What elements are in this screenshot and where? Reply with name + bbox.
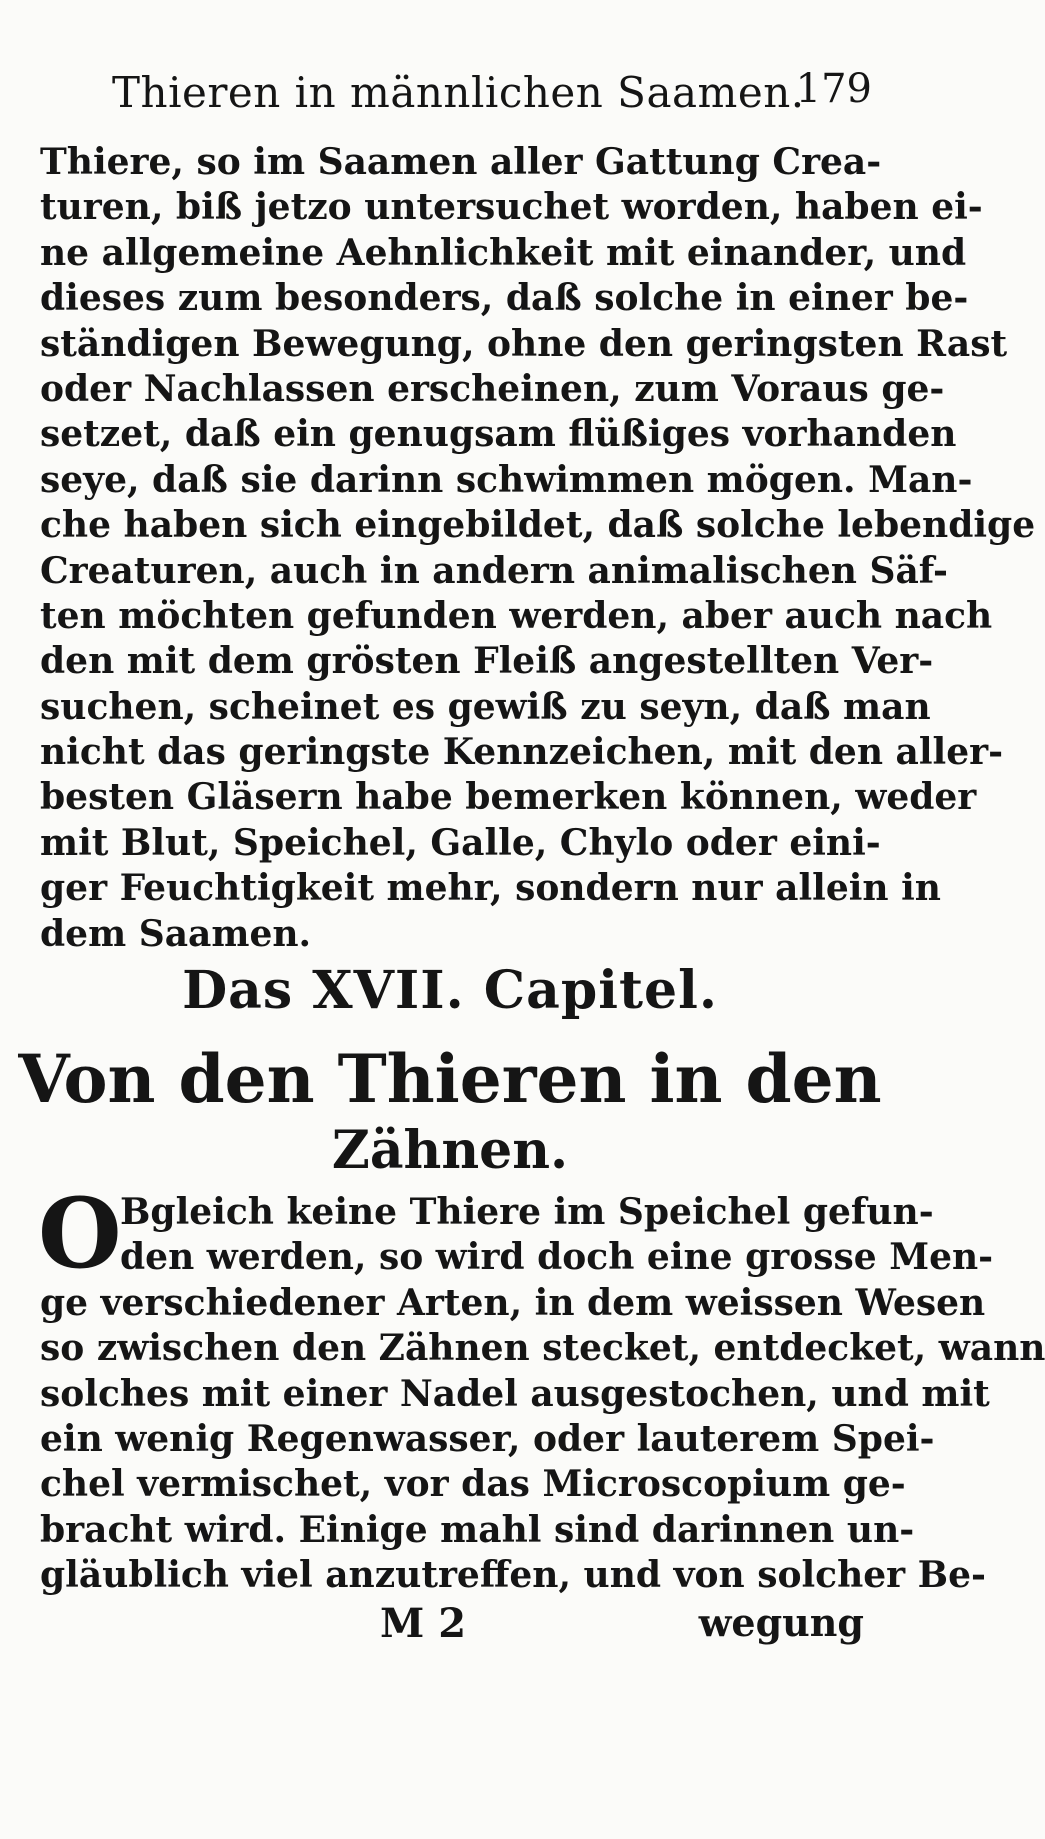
paragraph-1 xyxy=(40,140,1036,957)
text-line: nicht das geringste Kennzeichen, mit den aller- xyxy=(40,731,1004,774)
text-line: besten Gläsern habe bemerken können, weder xyxy=(40,776,977,819)
text-line: dem Saamen. xyxy=(40,912,312,955)
chapter-title-line-2: Zähnen. xyxy=(331,1120,569,1181)
text-line: suchen, scheinet es gewiß zu seyn, daß man xyxy=(40,685,931,728)
text-line: Bgleich keine Thiere im Speichel gefun- xyxy=(120,1191,934,1233)
text-line: den werden, so wird doch eine grosse Men- xyxy=(120,1236,994,1279)
text-line: ten möchten gefunden werden, aber auch nach xyxy=(40,594,993,637)
text-line: so zwischen den Zähnen stecket, entdecket, wann xyxy=(40,1327,1045,1370)
text-line: Thiere, so im Saamen aller Gattung Crea- xyxy=(40,141,882,183)
text-line: ger Feuchtigkeit mehr, sondern nur allein in xyxy=(40,867,941,910)
paragraph-2 xyxy=(38,1177,1045,1599)
text-line: gläublich viel anzutreffen, und von solcher Be- xyxy=(40,1554,986,1597)
text-line: dieses zum besonders, daß solche in einer be- xyxy=(40,277,969,320)
chapter-title-line-1: Von den Thieren in den xyxy=(18,1040,882,1118)
text-line: ständigen Bewegung, ohne den geringsten Rast xyxy=(40,322,1008,365)
text-line: den mit dem grösten Fleiß angestellten Ver- xyxy=(40,640,934,683)
text-line: setzet, daß ein genugsam flüßiges vorhanden xyxy=(40,413,957,456)
signature-mark: M 2 xyxy=(380,1600,467,1647)
page-number: 179 xyxy=(795,66,872,112)
page-header xyxy=(112,64,872,124)
text-line: Creaturen, auch in andern animalischen Säf- xyxy=(40,549,948,592)
text-line: bracht wird. Einige mahl sind darinnen un- xyxy=(40,1508,915,1551)
catchword: wegung xyxy=(698,1600,864,1645)
text-line: ne allgemeine Aehnlichkeit mit einander, und xyxy=(40,231,967,274)
running-head: Thieren in männlichen Saamen. xyxy=(112,68,805,117)
text-line: turen, biß jetzo untersuchet worden, haben ei- xyxy=(40,186,983,229)
text-line: ge verschiedener Arten, in dem weissen Wesen xyxy=(40,1281,986,1324)
chapter-number: Das XVII. Capitel. xyxy=(182,960,718,1021)
text-line: mit Blut, Speichel, Galle, Chylo oder eini- xyxy=(40,821,881,864)
text-line: chel vermischet, vor das Microscopium ge- xyxy=(40,1463,906,1506)
drop-cap: O xyxy=(38,1177,122,1290)
text-line: seye, daß sie darinn schwimmen mögen. Man- xyxy=(40,458,973,501)
text-line: che haben sich eingebildet, daß solche lebendige xyxy=(40,504,1036,547)
page-footer xyxy=(0,1600,900,1660)
text-line: ein wenig Regenwasser, oder lauterem Spei- xyxy=(40,1417,935,1460)
text-line: oder Nachlassen erscheinen, zum Voraus ge- xyxy=(40,367,945,410)
text-line: solches mit einer Nadel ausgestochen, und mit xyxy=(40,1372,990,1415)
